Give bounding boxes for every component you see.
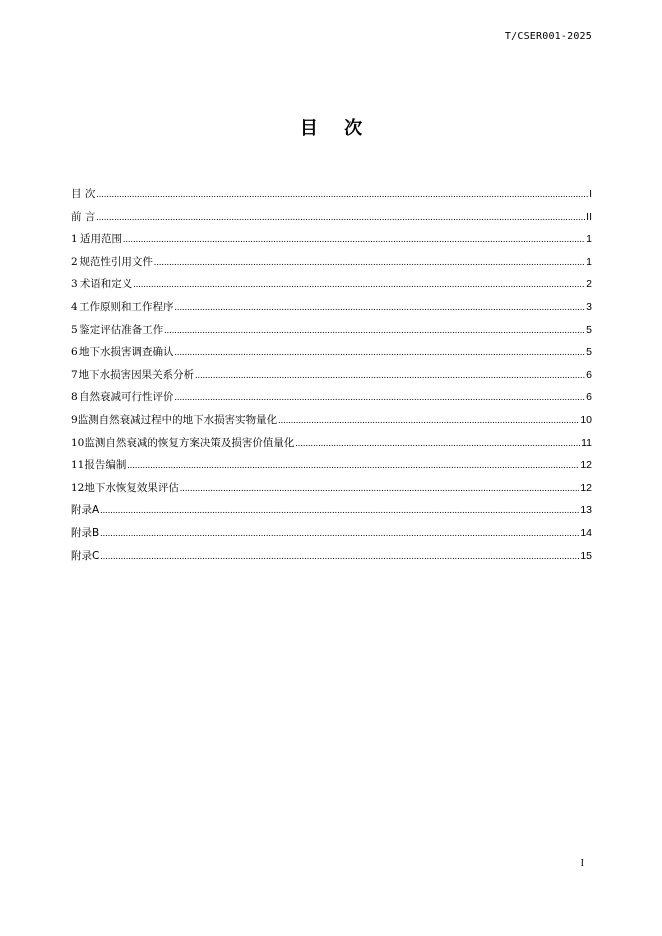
toc-entry-title: 规范性引用文件 <box>79 255 153 268</box>
toc-entry[interactable] <box>71 276 592 299</box>
toc-dot-leader <box>164 325 585 335</box>
toc-entry-number: 6 <box>71 346 78 359</box>
toc-entry[interactable] <box>71 322 592 345</box>
toc-entry-page: 1 <box>586 233 592 246</box>
toc-entry[interactable] <box>71 344 592 367</box>
toc-entry-page: II <box>586 210 592 223</box>
toc-dot-leader <box>100 505 579 515</box>
toc-entry-page: 15 <box>580 549 592 562</box>
page-title: 目 次 <box>299 118 373 139</box>
toc-entry[interactable] <box>71 367 592 390</box>
toc-entry-page: 12 <box>580 481 592 494</box>
toc-entry-title: 适用范围 <box>80 233 123 246</box>
toc-entry-number: 3 <box>71 278 78 291</box>
toc-entry-title: 附录B <box>71 526 100 539</box>
toc-entry-number: 2 <box>71 255 78 268</box>
toc-entry-title: 自然衰减可行性评价 <box>79 391 174 404</box>
toc-entry-title: 术语和定义 <box>79 278 133 291</box>
toc-entry[interactable] <box>71 186 592 209</box>
toc-dot-leader <box>127 460 579 470</box>
toc-entry-page: 11 <box>581 436 592 449</box>
toc-entry-number: 10 <box>71 436 85 449</box>
toc-entry-page: 3 <box>586 300 592 313</box>
toc-entry[interactable] <box>71 435 592 458</box>
toc-dot-leader <box>123 234 585 244</box>
toc-entry[interactable] <box>71 525 592 548</box>
toc-dot-leader <box>100 551 579 561</box>
toc-entry-number: 4 <box>71 300 78 313</box>
toc-dot-leader <box>175 302 586 312</box>
standard-code: T/CSER001-2025 <box>504 31 592 42</box>
toc-entry-number: 5 <box>71 323 78 336</box>
toc-entry[interactable] <box>71 412 592 435</box>
toc-entry[interactable] <box>71 299 592 322</box>
page-number: I <box>580 858 584 869</box>
toc-entry[interactable] <box>71 389 592 412</box>
toc-entry-number: 12 <box>71 481 85 494</box>
toc-entry-page: 13 <box>580 504 592 517</box>
toc-entry-page: 6 <box>586 391 592 404</box>
toc-dot-leader <box>295 438 580 448</box>
toc-entry-page: 12 <box>580 459 592 472</box>
toc-entry-title: 监测自然衰减的恢复方案决策及损害价值量化 <box>84 436 295 449</box>
toc-entry-title: 地下水恢复效果评估 <box>84 481 179 494</box>
toc-dot-leader <box>180 483 579 493</box>
toc-entry-page: 14 <box>580 526 592 539</box>
toc-entry[interactable] <box>71 548 592 571</box>
toc-entry-title: 地下水损害调查确认 <box>79 346 174 359</box>
toc-entry-number: 11 <box>71 459 85 472</box>
toc-entry-number: 8 <box>71 391 78 404</box>
toc-entry-page: 5 <box>586 346 592 359</box>
toc-dot-leader <box>96 189 588 199</box>
toc-entry[interactable] <box>71 231 592 254</box>
toc-entry[interactable] <box>71 480 592 503</box>
toc-entry[interactable] <box>71 254 592 277</box>
toc-entry-title: 目 次 <box>71 188 96 200</box>
toc-entry-title: 附录C <box>71 549 100 562</box>
toc-entry-title: 报告编制 <box>84 459 127 472</box>
toc-entry-page: 6 <box>586 368 592 381</box>
toc-entry[interactable] <box>71 209 592 232</box>
toc-entry-number: 9 <box>71 413 78 426</box>
toc-entry[interactable] <box>71 457 592 480</box>
toc-entry-page: 5 <box>586 323 592 336</box>
toc-entry-title: 地下水损害因果关系分析 <box>78 368 195 381</box>
toc-dot-leader <box>278 415 579 425</box>
toc-entry-page: 10 <box>580 413 592 426</box>
toc-entry-page: 1 <box>586 255 592 268</box>
toc-dot-leader <box>175 347 586 357</box>
table-of-contents <box>71 186 592 570</box>
toc-dot-leader <box>175 392 586 402</box>
toc-entry-page: 2 <box>586 278 592 291</box>
toc-entry-title: 监测自然衰减过程中的地下水损害实物量化 <box>77 413 278 426</box>
toc-entry-number: 1 <box>71 233 78 246</box>
toc-entry-title: 前 言 <box>71 210 96 223</box>
toc-entry[interactable] <box>71 502 592 525</box>
toc-entry-title: 鉴定评估准备工作 <box>79 323 164 336</box>
toc-entry-number: 7 <box>71 368 78 381</box>
toc-entry-title: 工作原则和工作程序 <box>79 300 174 313</box>
toc-dot-leader <box>133 279 585 289</box>
toc-dot-leader <box>154 257 585 267</box>
toc-dot-leader <box>100 528 579 538</box>
toc-entry-page: I <box>589 188 592 200</box>
toc-entry-title: 附录A <box>71 504 100 517</box>
toc-dot-leader <box>195 370 585 380</box>
toc-dot-leader <box>96 212 585 222</box>
